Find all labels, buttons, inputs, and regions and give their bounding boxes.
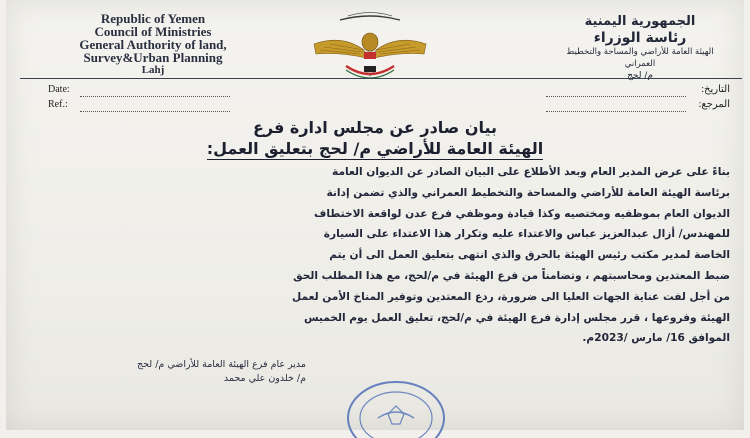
letterhead-en-line3: General Authority of land,	[79, 37, 227, 52]
letterhead-en-line1: Republic of Yemen	[100, 11, 206, 26]
date-line-en	[80, 96, 230, 97]
letterhead-ar-line3: الهيئة العامة للأراضي والمساحة والتخطيط العمراني	[566, 47, 714, 69]
date-label-ar: التاريخ:	[701, 84, 730, 95]
body-line: للمهندس/ أزال عبدالعزيز عباس والاعتداء عليه وتكرار هذا الاعتداء على السيارة	[323, 228, 730, 241]
ref-label-en: Ref.:	[48, 99, 68, 110]
yemen-eagle-emblem	[308, 8, 432, 86]
date-label-en: Date:	[48, 84, 70, 95]
ref-line-en	[80, 111, 230, 112]
statement-subtitle	[6, 139, 744, 158]
statement-subtitle-text: الهيئة العامة للأراضي م/ لحج بتعليق العمل:	[206, 139, 544, 158]
letterhead-en-line4: Survey&Urban Planning	[83, 50, 223, 65]
body-line: برئاسة الهيئة العامة للأراضي والمساحة والتخطيط العمراني والذي تضمن إدانة	[326, 186, 730, 199]
arabic-letterhead	[550, 14, 730, 82]
signatory-name: م/ خلدون علي محمد	[223, 373, 306, 384]
document-page	[6, 0, 744, 430]
letterhead-en-line2: Council of Ministries	[94, 24, 212, 39]
body-line: بناءً على عرض المدير العام وبعد الأطلاع على البيان الصادر عن الديوان العامة	[332, 166, 730, 178]
letterhead-ar-line1: الجمهورية اليمنية	[584, 14, 696, 29]
signature-block	[66, 358, 306, 386]
body-line: ضبط المعتدين ومحاسبتهم ، وتضامناً من فرع الهيئة في م/لحج، مع هذا المطلب الحق	[293, 269, 730, 282]
english-letterhead	[28, 12, 278, 77]
official-stamp	[344, 376, 448, 438]
body-line: الديوان العام بموظفيه ومختصيه وكذا قيادة وموظفي فرع عدن لواقعة الاختطاف	[314, 207, 730, 220]
letterhead-ar-line4: م/ لحج	[627, 71, 653, 81]
statement-title: بيان صادر عن مجلس ادارة فرع	[252, 118, 498, 137]
ref-line-ar	[546, 111, 686, 112]
body-line: الخاصة لمدير مكتب رئيس الهيئة بالحرق والذي انتهى بتعليق العمل الى أن يتم	[329, 249, 730, 262]
letterhead-ar-line2: رئاسة الوزراء	[593, 30, 687, 46]
body-line: من أجل لفت عناية الجهات العليا الى ضرورة، ردع المعتدين وتوفير المناخ الأمن لعمل	[292, 290, 730, 303]
header-divider	[20, 78, 742, 79]
date-line-ar	[546, 96, 686, 97]
letterhead-en-line5: Lahj	[141, 64, 165, 76]
signatory-title: مدير عام فرع الهيئة العامة للأراضي م/ لحج	[137, 359, 306, 370]
statement-body	[66, 162, 730, 349]
body-line: الموافق 16/ مارس /2023م.	[582, 332, 730, 345]
body-line: الهيئة وفروعها ، قرر مجلس إدارة فرع الهيئة في م/لحج، تعليق العمل يوم الخميس	[303, 311, 730, 324]
ref-label-ar: المرجع:	[698, 99, 730, 110]
